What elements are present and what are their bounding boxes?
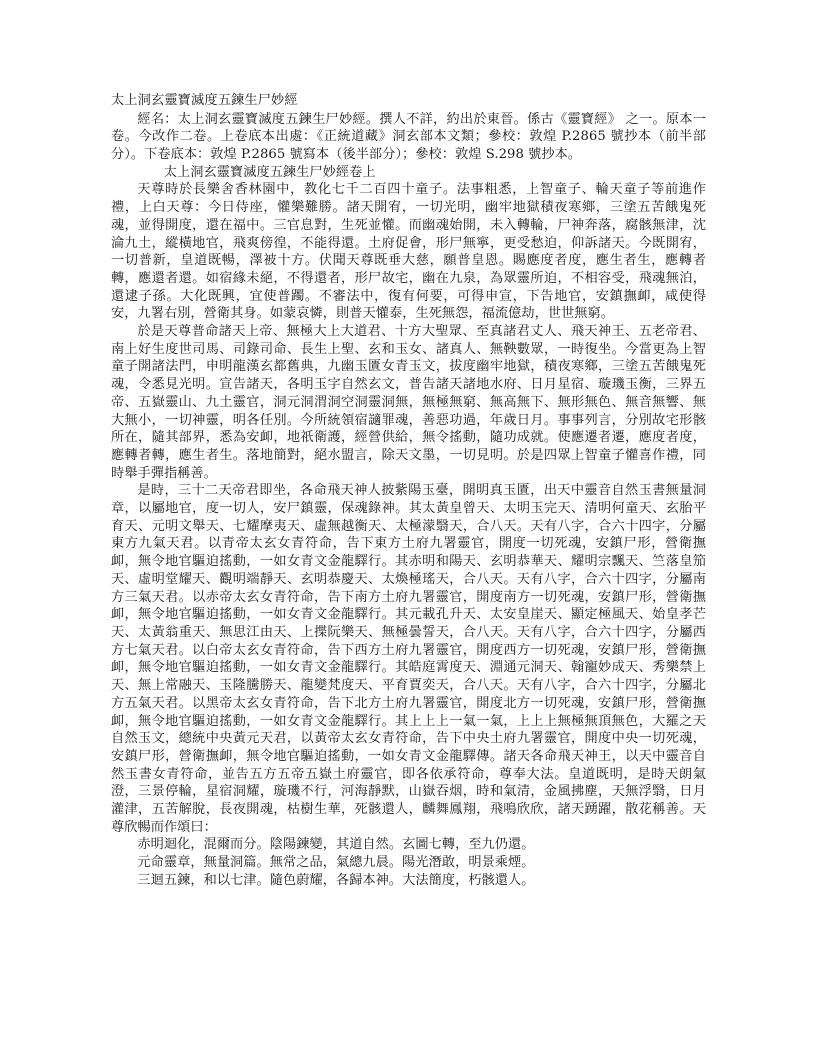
page-title: 太上洞玄靈寶滅度五鍊生尸妙經	[111, 93, 298, 108]
colophon-paragraph: 經名：太上洞玄靈寶滅度五鍊生尸妙經。撰人不詳，約出於東晉。係古《靈寶經》 之一。原本一卷。今改作二卷。上卷底本出處：《正統道藏》洞玄部本文類；參校：敦煌 P.2865 號抄本（前半部分）。下卷底本：敦煌 P.2865 號寫本（後半部分）；參校：敦煌 S.298 號抄本。	[111, 111, 706, 162]
verse-line-2: 元命靈章，無量洞篇。無常之品，氣總九晨。陽光潛敢，明景乘煙。	[137, 855, 535, 871]
verse-line-1: 赤明迴化，混爾而分。陰陽鍊變，其道自然。玄圖七轉，至九仍還。	[137, 837, 535, 853]
body-paragraph-3: 是時，三十二天帝君即坐，各命飛天神人披紫陽玉臺，開明真玉匱，出天中靈音自然玉書無量洞章，以屬地官，度一切人，安尸鎮靈，保魂錄神。其太黃皇曾天、太明玉完天、清明何童天、玄胎平育天、元明文舉天、七耀摩夷天、虛無越衡天、太極濛翳天，合八天。天有八字，合六十四字，分屬東方九氣天君。以青帝太玄女青符命，告下東方土府九署靈官，開度一切死魂，安鎮尸形，營衛撫卹，無令地官驅迫搖動，一如女青文金龍驛行。其赤明和陽天、玄明恭華天、耀明宗飄天、竺落皇笳天、虛明堂耀天、觀明端靜天、玄明恭慶天、太煥極瑤天，合八天。天有八字，合六十四字，分屬南方三氣天君。以赤帝太玄女青符命，告下南方土府九署靈官，開度南方一切死魂，安鎮尸形，營衛撫卹，無令地官驅迫搖動，一如女青文金龍驛行。其元載孔升天、太安皇崖天、顯定極風天、始皇孝芒天、太黃翁重天、無思江由天、上揲阮樂天、無極曇誓天，合八天。天有八字，合六十四字，分屬西方七氣天君。以白帝太玄女青符命，告下西方土府九署靈官，開度西方一切死魂，安鎮尸形，營衛撫卹，無令地官驅迫搖動，一如女青文金龍驛行。其皓庭霄度天、淵通元洞天、翰寵妙成天、秀樂禁上天、無上常融天、玉隆騰勝天、龍變梵度天、平育賈奕天，合八天。天有八字，合六十四字，分屬北方五氣天君。以黑帝太玄女青符命，告下北方土府九署靈官，開度北方一切死魂，安鎮尸形，營衛撫卹，無令地官驅迫搖動，一如女青文金龍驛行。其上上上一氣一氣，上上上無極無頂無色，大羅之天自然玉文，總統中央黃元天君，以黃帝太玄女青符命，告下中央土府九署靈官，開度中央一切死魂，安鎮尸形，營衛撫卹，無令地官驅迫搖動，一如女青文金龍驛傳。諸天各命飛天神王，以天中靈音自然玉書女青符命，並告五方五帝五嶽土府靈官，即各依承符命，尊奉大法。皇道既明，是時天朗氣澄，三景停輪，星宿洞耀，璇璣不行，河海靜默，山嶽吞烟，時和氣清，金風拂塵，天無浮翳，日月灌津，五苦解脫，長夜開魂，枯樹生華，死骸還人，麟舞鳳翔，飛鳴欣欣，諸天踴躍，散花稱善。天尊欣暢而作頌曰：	[111, 483, 706, 835]
body-paragraph-1: 天尊時於長樂舍香林園中，教化七千二百四十童子。法事粗悉，上智童子、輪天童子等前進作禮，上白天尊：今日侍座，懽樂難勝。諸天開宥，一切光明，幽牢地獄積夜寒鄉，三塗五苦餓鬼死魂，並得開度，還在福中。三官息對，生死並懽。而幽魂始開，未入轉輪，尸神奔落，腐骸無津，沈淪九土，縱橫地官，飛爽傍徨，不能得還。土府促會，形尸無寧，更受愁迫，仰訴諸天。今既開宥，一切普新，皇道既暢，澤被十方。伏聞天尊既垂大慈，願普皇恩。賜應度者度，應生者生，應轉者轉，應還者還。如宿緣未絕，不得還者，形尸故宅，幽在九泉，為眾靈所迫，不相容受，飛魂無泊，還逮子孫。大化既興，宜使普躅。不審法中，復有何要，可得申宣，下告地官，安鎮撫卹，咸使得安，九署右別，營衛其身。如蒙哀憐，則普天懽泰，生死無怨，福流億劫，世世無窮。	[111, 182, 706, 322]
verse-line-3: 三迴五鍊，和以七津。隨色蔚耀，各歸本神。大法簡度，朽骸還人。	[137, 872, 535, 888]
body-paragraph-2: 於是天尊普命諸天上帝、無極大上大道君、十方大聖眾、至真諸君丈人、飛天神王、五老帝君、南上好生度世司馬、司錄司命、長生上聖、玄和玉女、諸真人、無鞅數眾，一時復坐。今當更為上智童子開諸法門，申明龍漢玄都舊典，九幽玉匱女青玉文，拔度幽牢地獄，積夜寒鄉，三塗五苦餓鬼死魂，令悉見光明。宣告諸天，各明玉字自然玄文，普告諸天諸地水府、日月星宿、璇璣玉衡，三界五帝、五嶽靈山、九土靈官，洞元洞渭洞空洞靈洞無，無極無窮、無高無下、無形無色、無音無響、無大無小，一切神靈，明各任別。今所統領宿讁罪魂，善惡功過，年歲日月。事事列言，分別故宅形骸所在，隨其部界，悉為安卹，地祇衛護，經營供給，無令搖動，隨功成就。使應遷者遷，應度者度，應轉者轉，應生者生。落地簡對，絕水盟言，除天文墨，一切見明。於是四眾上智童子懽喜作禮，同時舉手彈指稱善。	[111, 324, 706, 481]
volume-heading: 太上洞玄靈寶滅度五鍊生尸妙經卷上	[163, 164, 376, 180]
document-body	[111, 92, 706, 890]
